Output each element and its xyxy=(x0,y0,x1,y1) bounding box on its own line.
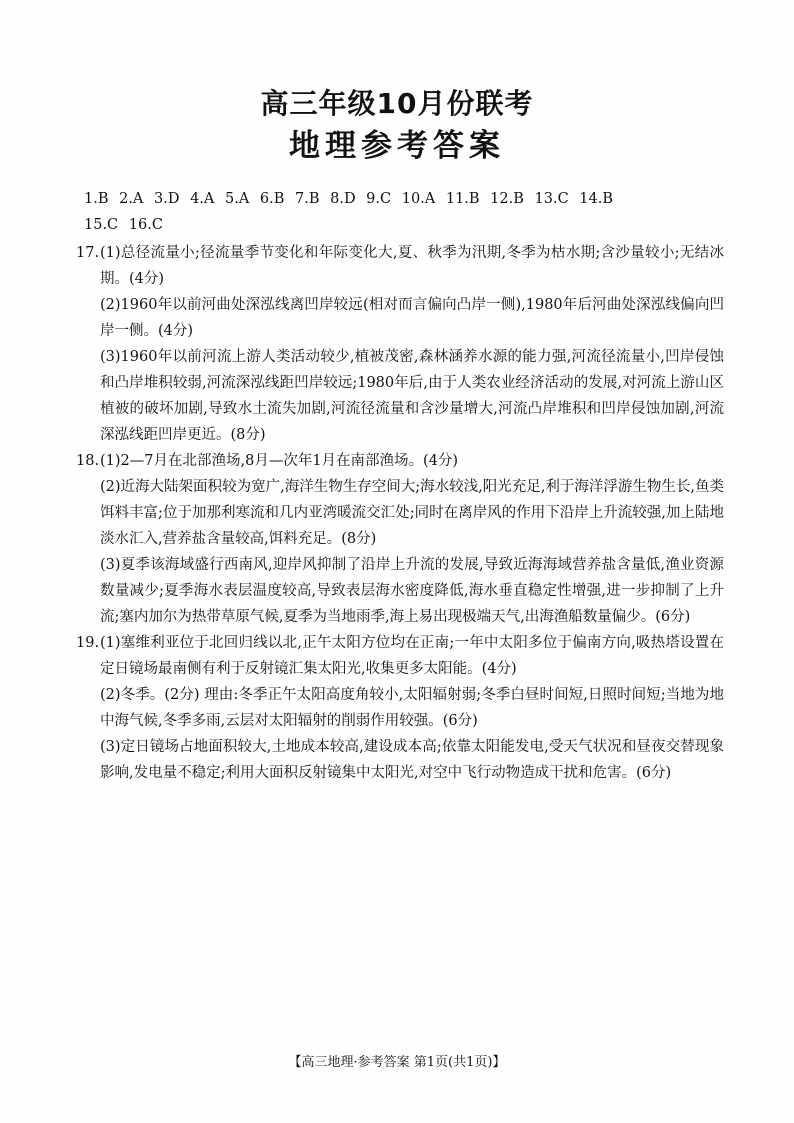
question-body xyxy=(100,448,724,630)
question-19 xyxy=(76,630,724,786)
question-body xyxy=(100,240,724,448)
answer-part-3: (3)夏季该海域盛行西南风,迎岸风抑制了沿岸上升流的发展,导致近海海域营养盐含量低,渔业资源数量减少;夏季海水表层温度较高,导致表层海水密度降低,海水垂直稳定性增强,进一步抑制了上升流;塞内加尔为热带草原气候,夏季为当地雨季,海上易出现极端天气,出海渔船数量偏少。(6分) xyxy=(100,557,724,625)
answer-part-1: (1)塞维利亚位于北回归线以北,正午太阳方位均在正南;一年中太阳多位于偏南方向,吸热塔设置在定日镜场最南侧有利于反射镜汇集太阳光,收集更多太阳能。(4分) xyxy=(100,635,724,677)
question-body xyxy=(100,630,724,786)
multiple-choice-answers xyxy=(76,186,724,238)
mc-answers-line-2: 15.C 16.C xyxy=(84,217,163,233)
answer-part-3: (3)1960年以前河流上游人类活动较少,植被茂密,森林涵养水源的能力强,河流径流量小,凹岸侵蚀和凸岸堆积较弱,河流深泓线距凹岸较远;1980年后,由于人类农业经济活动的发展,对河流上游山区植被的破坏加剧,导致水土流失加剧,河流径流量和含沙量增大,河流凸岸堆积和凹岸侵蚀加剧,河流深泓线距凹岸更近。(8分) xyxy=(100,349,724,443)
page-footer: 【高三地理·参考答案 第1页(共1页)】 xyxy=(288,1055,506,1070)
question-18 xyxy=(76,448,724,630)
answer-part-1: (1)总径流量小;径流量季节变化和年际变化大,夏、秋季为汛期,冬季为枯水期;含沙量较小;无结冰期。(4分) xyxy=(100,245,724,287)
answer-content xyxy=(76,186,724,786)
exam-title: 高三年级10月份联考 xyxy=(260,87,534,120)
answer-part-3: (3)定日镜场占地面积较大,土地成本较高,建设成本高;依靠太阳能发电,受天气状况和昼夜交替现象影响,发电量不稳定;利用大面积反射镜集中太阳光,对空中飞行动物造成干扰和危害。(6分) xyxy=(100,739,724,781)
mc-answers-line-1: 1.B 2.A 3.D 4.A 5.A 6.B 7.B 8.D 9.C 10.A 11.B 12.B 13.C 14.B xyxy=(84,191,613,207)
answer-part-1: (1)2—7月在北部渔场,8月—次年1月在南部渔场。(4分) xyxy=(100,453,459,469)
answer-part-2: (2)1960年以前河曲处深泓线离凹岸较远(相对而言偏向凸岸一侧),1980年后河曲处深泓线偏向凹岸一侧。(4分) xyxy=(100,297,724,339)
question-17 xyxy=(76,240,724,448)
question-number: 19. xyxy=(76,635,100,651)
question-number: 18. xyxy=(76,453,100,469)
document-subtitle: 地理参考答案 xyxy=(289,128,505,164)
answer-part-2: (2)冬季。(2分) 理由:冬季正午太阳高度角较小,太阳辐射弱;冬季白昼时间短,日照时间短;当地为地中海气候,冬季多雨,云层对太阳辐射的削弱作用较强。(6分) xyxy=(100,687,724,729)
question-number: 17. xyxy=(76,245,100,261)
answer-part-2: (2)近海大陆架面积较为宽广,海洋生物生存空间大;海水较浅,阳光充足,利于海洋浮游生物生长,鱼类饵料丰富;位于加那利寒流和几内亚湾暖流交汇处;同时在离岸风的作用下沿岸上升流较强,加上陆地淡水汇入,营养盐含量较高,饵料充足。(8分) xyxy=(100,479,724,547)
